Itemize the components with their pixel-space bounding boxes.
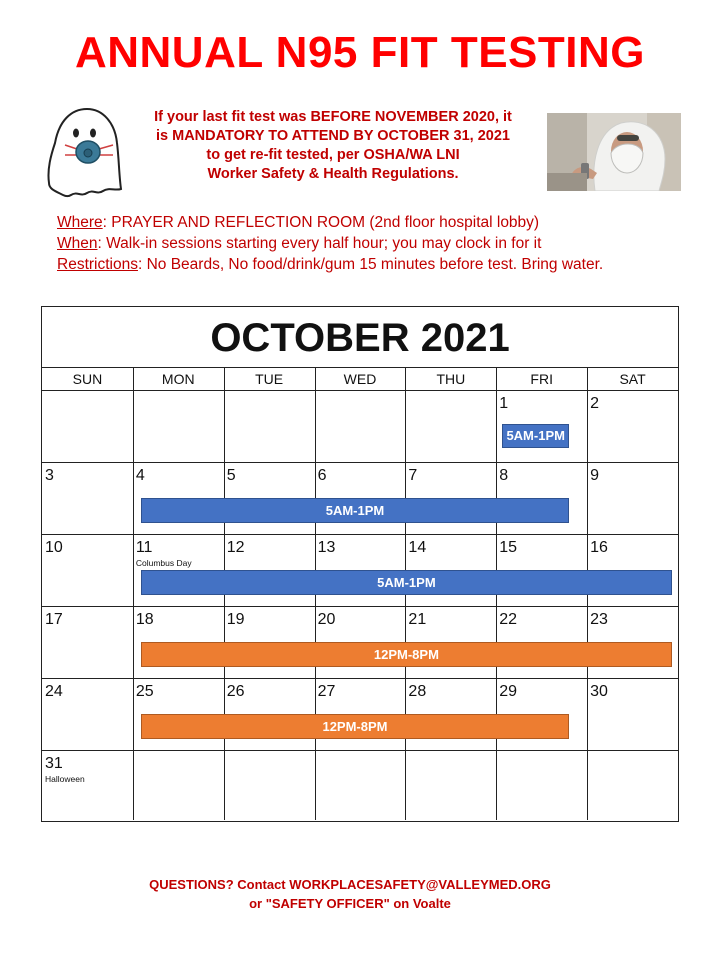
calendar: [41, 306, 679, 822]
weekday-header: SUN: [72, 371, 103, 387]
day-number: 2: [590, 395, 600, 412]
where-line: [57, 212, 707, 233]
day-number: 9: [590, 467, 600, 484]
page-title: ANNUAL N95 FIT TESTING: [74, 28, 645, 77]
day-number: 6: [317, 467, 327, 484]
day-number: 22: [499, 611, 518, 628]
day-number: 26: [226, 683, 245, 700]
weekday-header: FRI: [530, 371, 553, 387]
restrictions-label: Restrictions: [57, 256, 138, 273]
day-number: 8: [499, 467, 509, 484]
ghost-with-mask-icon: [43, 103, 125, 203]
session-bar-orange: 12PM-8PM: [141, 714, 569, 739]
day-number: 10: [45, 539, 63, 556]
day-number: 7: [408, 467, 418, 484]
day-number: 13: [317, 539, 336, 556]
day-number: 24: [45, 683, 63, 700]
grid-line-horizontal: [42, 750, 678, 751]
day-number: 5: [226, 467, 236, 484]
day-number: 20: [317, 611, 336, 628]
day-number: 28: [408, 683, 427, 700]
day-number: 14: [408, 539, 427, 556]
day-number: 17: [45, 611, 63, 628]
notice-line: to get re-fit tested, per OSHA/WA LNI: [206, 147, 460, 163]
contact-footer: [0, 875, 700, 913]
when-text: : Walk-in sessions starting every half hour; you may clock in for it: [97, 235, 542, 252]
grid-line-horizontal: [42, 606, 678, 607]
notice-line: is MANDATORY TO ATTEND BY OCTOBER 31, 2021: [156, 128, 510, 144]
day-number: 27: [317, 683, 336, 700]
grid-line-horizontal: [42, 462, 678, 463]
contact-line: QUESTIONS? Contact WORKPLACESAFETY@VALLEYMED.ORG: [149, 877, 551, 892]
mandatory-notice: [128, 108, 538, 184]
holiday-note: Columbus Day: [135, 558, 192, 568]
contact-line: or "SAFETY OFFICER" on Voalte: [249, 896, 451, 911]
grid-line-horizontal: [42, 534, 678, 535]
calendar-month-title: OCTOBER 2021: [210, 316, 510, 360]
when-label: When: [57, 235, 98, 252]
weekday-header: MON: [161, 371, 195, 387]
fit-test-hood-photo: [547, 113, 681, 191]
session-bar-blue: 5AM-1PM: [502, 424, 569, 448]
day-number: 11: [135, 539, 153, 556]
day-number: 18: [135, 611, 154, 628]
session-bar-blue: 5AM-1PM: [141, 498, 569, 523]
holiday-note: Halloween: [45, 774, 85, 784]
weekday-header: SAT: [619, 371, 646, 387]
day-number: 30: [590, 683, 608, 700]
day-number: 16: [590, 539, 608, 556]
day-number: 31: [45, 755, 63, 772]
day-number: 1: [499, 395, 509, 412]
notice-line: Worker Safety & Health Regulations.: [207, 166, 459, 182]
session-bar-orange: 12PM-8PM: [141, 642, 672, 667]
day-number: 12: [226, 539, 245, 556]
day-number: 25: [135, 683, 154, 700]
restrictions-text: : No Beards, No food/drink/gum 15 minutes before test. Bring water.: [137, 256, 604, 273]
where-label: Where: [57, 214, 103, 231]
day-number: 15: [499, 539, 518, 556]
day-number: 4: [135, 467, 145, 484]
notice-line: If your last fit test was BEFORE NOVEMBER 2020, it: [154, 109, 512, 125]
day-number: 23: [590, 611, 608, 628]
session-info: [57, 212, 707, 275]
day-number: 19: [226, 611, 245, 628]
where-text: : PRAYER AND REFLECTION ROOM (2nd floor hospital lobby): [102, 214, 540, 231]
when-line: [57, 233, 707, 254]
session-bar-blue: 5AM-1PM: [141, 570, 672, 595]
grid-line-vertical: [133, 367, 134, 820]
grid-line-horizontal: [42, 678, 678, 679]
grid-line-horizontal: [42, 390, 678, 391]
weekday-header: WED: [343, 371, 377, 387]
day-number: 29: [499, 683, 518, 700]
day-number: 3: [45, 467, 54, 484]
weekday-header: TUE: [255, 371, 284, 387]
day-number: 21: [408, 611, 427, 628]
weekday-header: THU: [436, 371, 466, 387]
restrictions-line: [57, 254, 707, 275]
